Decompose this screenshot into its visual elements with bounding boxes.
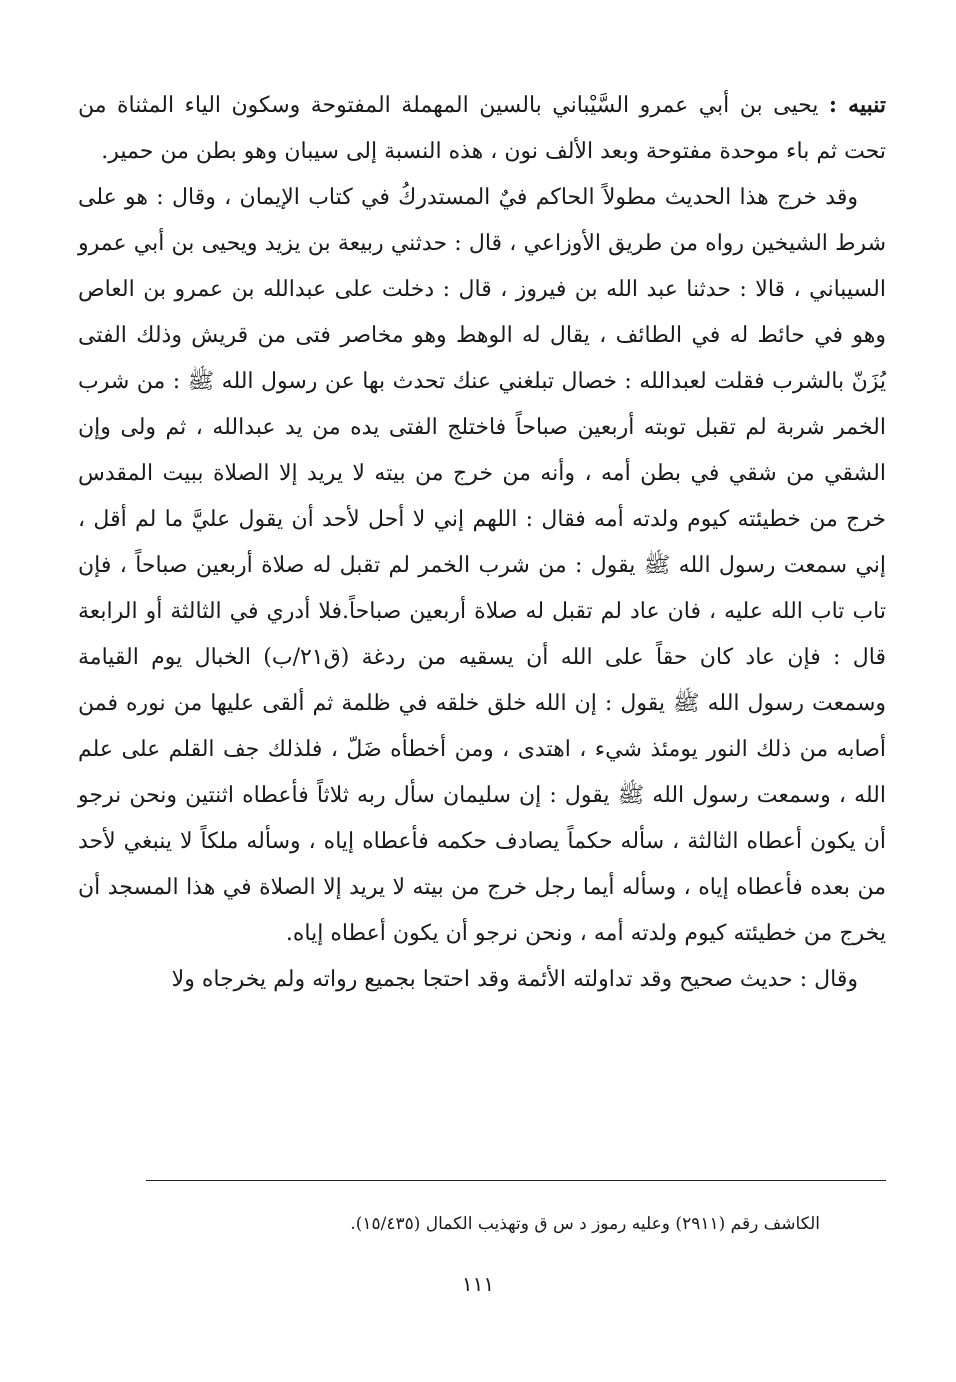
paragraph-grading: وقال : حديث صحيح وقد تداولته الأئمة وقد احتجا بجميع رواته ولم يخرجاه ولا	[171, 967, 858, 992]
paragraph-note	[78, 82, 886, 175]
body-text	[78, 82, 886, 1003]
note-label: تنبيه :	[828, 92, 886, 118]
footnote: الكاشف رقم (٢٩١١) وعليه رموز د س ق وتهذيب الكمال (١٥/٤٣٥).	[350, 1214, 820, 1234]
page-number: ١١١	[461, 1272, 495, 1296]
footnote-divider	[146, 1180, 886, 1181]
note-text: يحيى بن أبي عمرو السَّيْباني بالسين المهملة المفتوحة وسكون الياء المثناة من تحت ثم باء موحدة مفتوحة وبعد الألف نون ، هذه النسبة إلى سيبان وهو بطن من حمير.	[78, 93, 886, 164]
paragraph-hadith: وقد خرج هذا الحديث مطولاً الحاكم فيٌ المستدركُ في كتاب الإيمان ، وقال : هو على شرط الشيخين رواه من طريق الأوزاعي ، قال : حدثني ربيعة بن يزيد ويحيى بن أبي عمرو السيباني ، قالا : حدثنا عبد الله بن فيروز ، قال : دخلت على عبدالله بن عمرو بن العاص وهو في حائط له في الطائف ، يقال له الوهط وهو مخاصر فتى من قريش وذلك الفتى يُزَنّ بالشرب فقلت لعبدالله : خصال تبلغني عنك تحدث بها عن رسول الله ﷺ : من شرب الخمر شربة لم تقبل توبته أربعين صباحاً فاختلج الفتى يده من يد عبدالله ، ثم ولى وإن الشقي من شقي في بطن أمه ، وأنه من خرج من بيته لا يريد إلا الصلاة ببيت المقدس خرج من خطيئته كيوم ولدته أمه فقال : اللهم إني لا أحل لأحد أن يقول عليَّ ما لم أقل ، إني سمعت رسول الله ﷺ يقول : من شرب الخمر لم تقبل له صلاة أربعين صباحاً ، فإن تاب تاب الله عليه ، فان عاد لم تقبل له صلاة أربعين صباحاً.فلا أدري في الثالثة أو الرابعة قال : فإن عاد كان حقاً على الله أن يسقيه من ردغة (ق٢١/ب) الخبال يوم القيامة وسمعت رسول الله ﷺ يقول : إن الله خلق خلقه في ظلمة ثم ألقى عليها من نوره فمن أصابه من ذلك النور يومئذ شيء ، اهتدى ، ومن أخطأه ضَلّ ، فلذلك جف القلم على علم الله ، وسمعت رسول الله ﷺ يقول : إن سليمان سأل ربه ثلاثاً فأعطاه اثنتين ونحن نرجو أن يكون أعطاه الثالثة ، سأله حكماً يصادف حكمه فأعطاه إياه ، وسأله ملكاً لا ينبغي لأحد من بعده فأعطاه إياه ، وسأله أيما رجل خرج من بيته لا يريد إلا الصلاة في هذا المسجد أن يخرج من خطيئته كيوم ولدته أمه ، ونحن نرجو أن يكون أعطاه إياه.	[78, 185, 887, 946]
